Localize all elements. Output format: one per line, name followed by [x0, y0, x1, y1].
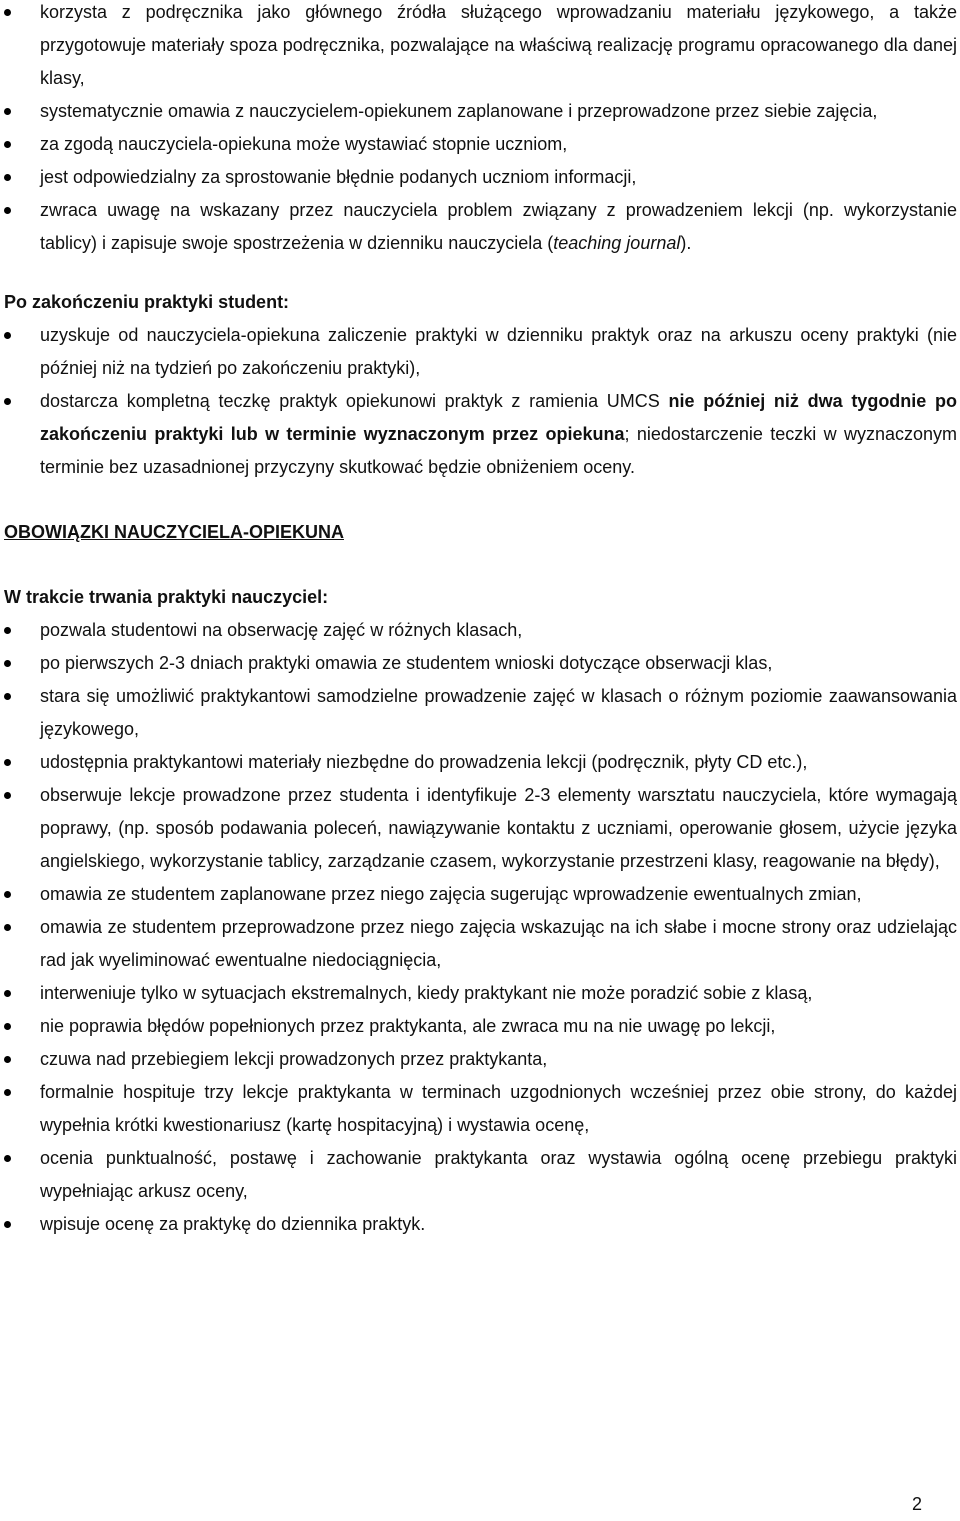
- italic-term: teaching journal: [553, 233, 681, 253]
- bullet-icon: [4, 398, 11, 405]
- list-item-text: systematycznie omawia z nauczycielem-opiekunem zaplanowane i przeprowadzone przez siebie zajęcia,: [40, 101, 878, 121]
- bullet-icon: [4, 141, 11, 148]
- list-item-text: nie poprawia błędów popełnionych przez praktykanta, ale zwraca mu na nie uwagę po lekcji,: [40, 1016, 776, 1036]
- bullet-icon: [4, 759, 11, 766]
- page-number: 2: [911, 1494, 922, 1514]
- after-practice-list: [0, 319, 960, 484]
- list-item-text: wpisuje ocenę za praktykę do dziennika praktyk.: [40, 1214, 426, 1234]
- list-item-text: zwraca uwagę na wskazany przez nauczyciela problem związany z prowadzeniem lekcji (np. wykorzystanie tablicy) i zapisuje swoje spostrzeżenia w dzienniku nauczyciela (: [40, 200, 957, 253]
- list-item-text: czuwa nad przebiegiem lekcji prowadzonych przez praktykanta,: [40, 1049, 548, 1069]
- list-item-text: omawia ze studentem przeprowadzone przez niego zajęcia wskazując na ich słabe i mocne strony oraz udzielając rad jak wyeliminować ewentualne niedociągnięcia,: [40, 917, 957, 970]
- list-item-text: stara się umożliwić praktykantowi samodzielne prowadzenie zajęć w klasach o różnym poziomie zaawansowania językowego,: [40, 686, 957, 739]
- teacher-heading: W trakcie trwania praktyki nauczyciel:: [4, 587, 329, 607]
- list-item: [0, 779, 960, 878]
- list-item: [0, 128, 960, 161]
- list-item: [0, 1043, 960, 1076]
- bullet-icon: [4, 332, 11, 339]
- bullet-icon: [4, 924, 11, 931]
- list-item-text: za zgodą nauczyciela-opiekuna może wystawiać stopnie uczniom,: [40, 134, 568, 154]
- list-item: [0, 977, 960, 1010]
- bullet-icon: [4, 792, 11, 799]
- list-item-text: dostarcza kompletną teczkę praktyk opiekunowi praktyk z ramienia UMCS: [40, 391, 669, 411]
- bullet-icon: [4, 1089, 11, 1096]
- list-item: [0, 161, 960, 194]
- list-item: [0, 194, 960, 260]
- list-item-text: ocenia punktualność, postawę i zachowanie praktykanta oraz wystawia ogólną ocenę przebiegu praktyki wypełniając arkusz oceny,: [40, 1148, 957, 1201]
- bullet-icon: [4, 627, 11, 634]
- list-item: [0, 1208, 960, 1241]
- list-item-text: jest odpowiedzialny za sprostowanie błędnie podanych uczniom informacji,: [40, 167, 637, 187]
- bullet-icon: [4, 9, 11, 16]
- list-item: [0, 1142, 960, 1208]
- teacher-duties-list: [0, 614, 960, 1241]
- list-item: [0, 614, 960, 647]
- section-title: OBOWIĄZKI NAUCZYCIELA-OPIEKUNA: [4, 522, 344, 542]
- list-item: [0, 385, 960, 484]
- list-item-text: udostępnia praktykantowi materiały niezbędne do prowadzenia lekcji (podręcznik, płyty CD etc.),: [40, 752, 808, 772]
- list-item: [0, 911, 960, 977]
- after-practice-heading: Po zakończeniu praktyki student:: [4, 292, 290, 312]
- list-item: [0, 95, 960, 128]
- bullet-icon: [4, 207, 11, 214]
- deadline-bold-text: nie później niż dwa tygodnie po zakończeniu praktyki lub w terminie wyznaczonym przez opiekuna: [40, 391, 957, 444]
- list-item-text: formalnie hospituje trzy lekcje praktykanta w terminach uzgodnionych wcześniej przez obie strony, do każdej wypełnia krótki kwestionariusz (kartę hospitacyjną) i wystawia ocenę,: [40, 1082, 957, 1135]
- bullet-icon: [4, 660, 11, 667]
- list-item-text: omawia ze studentem zaplanowane przez niego zajęcia sugerując wprowadzenie ewentualnych zmian,: [40, 884, 862, 904]
- bullet-icon: [4, 891, 11, 898]
- list-item-text: obserwuje lekcje prowadzone przez studenta i identyfikuje 2-3 elementy warsztatu nauczyciela, które wymagają poprawy, (np. sposób podawania poleceń, nawiązywanie kontaktu z uczniami, operowanie głosem, użycie języka angielskiego, wykorzystanie tablicy, zarządzanie czasem, wykorzystanie przestrzeni klasy, reagowanie na błędy),: [40, 785, 957, 871]
- list-item-text-end: ; niedostarczenie teczki w wyznaczonym terminie bez uzasadnionej przyczyny skutkować będzie obniżeniem oceny.: [40, 424, 957, 477]
- list-item: [0, 680, 960, 746]
- bullet-icon: [4, 1155, 11, 1162]
- list-item: [0, 1076, 960, 1142]
- list-item-text: korzysta z podręcznika jako głównego źródła służącego wprowadzaniu materiału językowego, a także przygotowuje materiały spoza podręcznika, pozwalające na właściwą realizację programu opracowanego dla danej klasy,: [40, 2, 957, 88]
- list-item-text: uzyskuje od nauczyciela-opiekuna zaliczenie praktyki w dzienniku praktyk oraz na arkuszu oceny praktyki (nie później niż na tydzień po zakończeniu praktyki),: [40, 325, 957, 378]
- bullet-icon: [4, 1221, 11, 1228]
- list-item: [0, 0, 960, 95]
- bullet-icon: [4, 693, 11, 700]
- list-item: [0, 746, 960, 779]
- list-item: [0, 878, 960, 911]
- student-duties-list: [0, 0, 960, 260]
- list-item-text: po pierwszych 2-3 dniach praktyki omawia ze studentem wnioski dotyczące obserwacji klas,: [40, 653, 773, 673]
- bullet-icon: [4, 1056, 11, 1063]
- bullet-icon: [4, 108, 11, 115]
- list-item-text: pozwala studentowi na obserwację zajęć w różnych klasach,: [40, 620, 523, 640]
- list-item-text: interweniuje tylko w sytuacjach ekstremalnych, kiedy praktykant nie może poradzić sobie z klasą,: [40, 983, 813, 1003]
- bullet-icon: [4, 990, 11, 997]
- list-item-text-end: ).: [680, 233, 692, 253]
- bullet-icon: [4, 1023, 11, 1030]
- list-item: [0, 1010, 960, 1043]
- bullet-icon: [4, 174, 11, 181]
- list-item: [0, 647, 960, 680]
- list-item: [0, 319, 960, 385]
